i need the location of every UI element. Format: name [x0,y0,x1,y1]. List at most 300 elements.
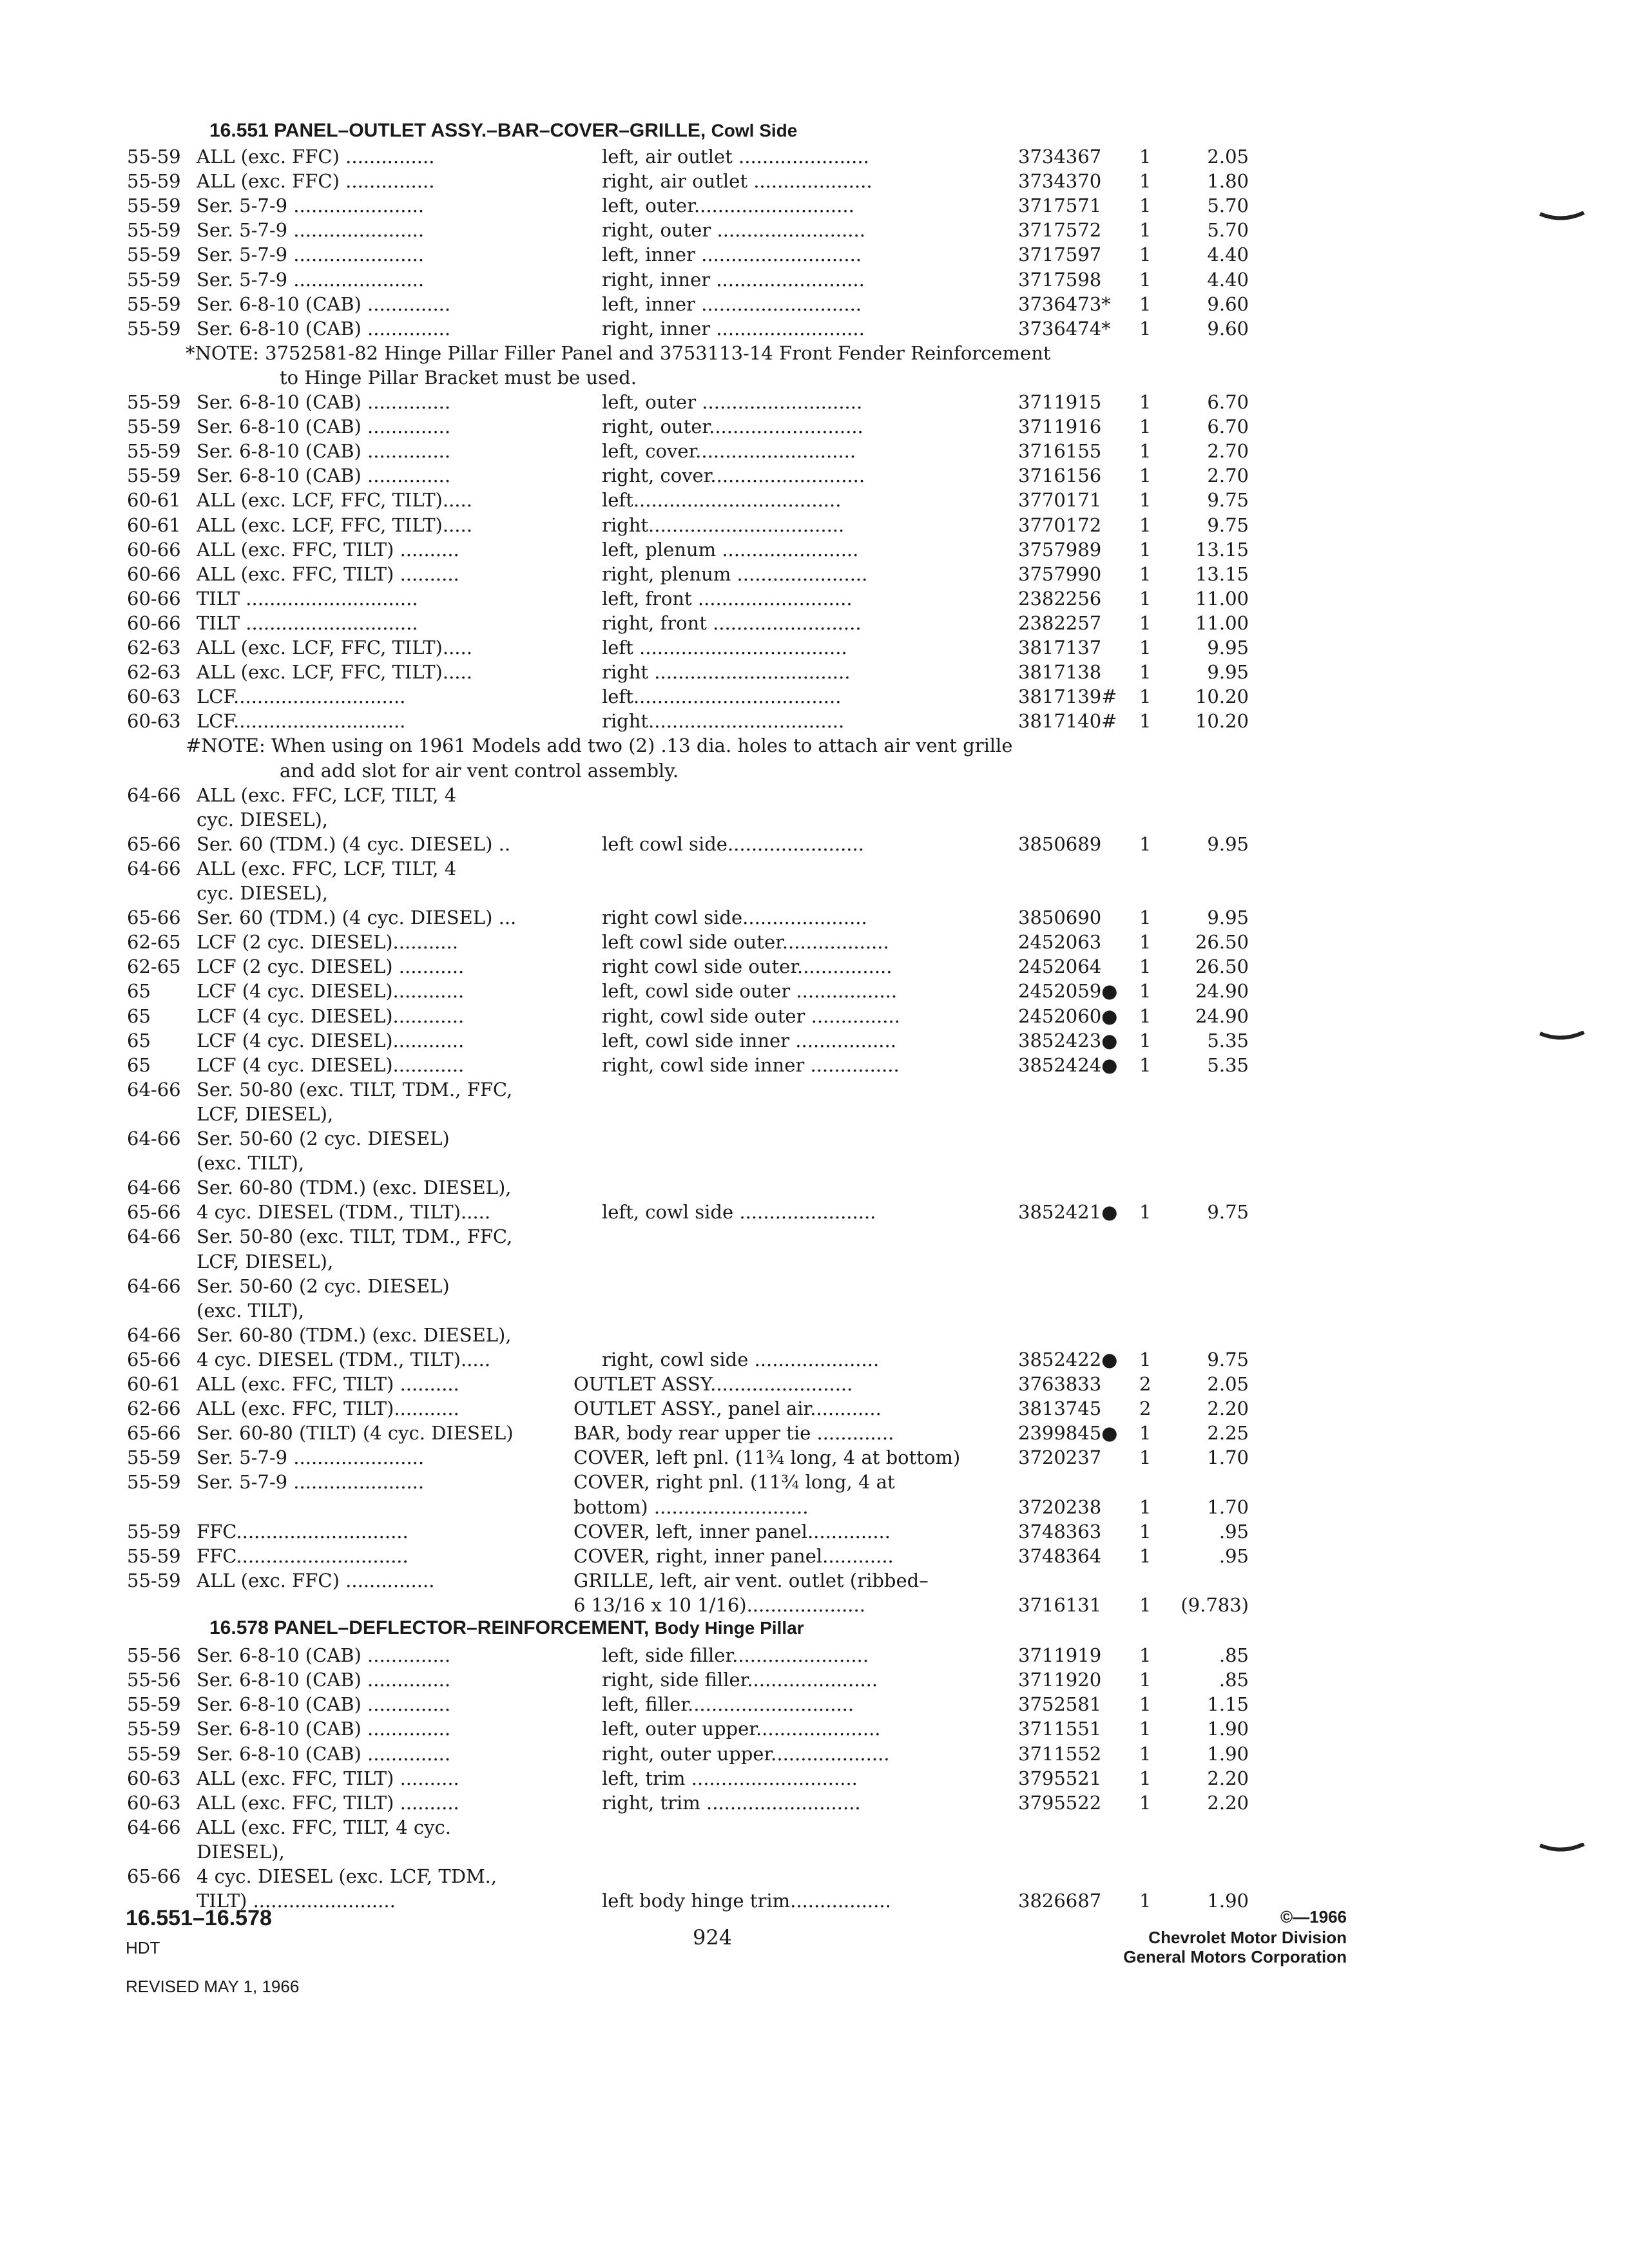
table-row [0,1570,1629,1594]
quantity: 1 [1139,1053,1152,1076]
price: 1.80 [1207,170,1249,193]
application: cyc. DIESEL), [197,808,329,831]
model-year: 65-66 [127,907,181,929]
table-row [0,907,1629,931]
part-number: 2452064 [1018,956,1102,978]
application: cyc. DIESEL), [197,882,329,904]
price: 10.20 [1195,686,1249,708]
quantity: 1 [1139,244,1152,266]
part-description: right, outer.......................... [602,416,863,438]
model-year: 60-66 [127,562,181,585]
table-row [0,1275,1629,1300]
part-number: 2382257 [1018,611,1102,634]
part-number: 3716131 [1018,1593,1102,1616]
note-line: and add slot for air vent control assembly. [280,759,679,782]
table-row [0,1594,1629,1619]
quantity: 2 [1139,1373,1152,1395]
table-row [0,637,1629,661]
model-year: 60-61 [127,1373,181,1395]
model-year: 60-63 [127,1791,181,1814]
application: Ser. 6-8-10 (CAB) .............. [197,293,451,315]
table-row [0,293,1629,318]
table-row [0,1841,1629,1865]
part-number: 2399845● [1018,1422,1118,1445]
application: Ser. 5-7-9 ...................... [197,244,425,266]
table-row [0,956,1629,980]
part-description: left................................... [602,686,842,708]
model-year: 60-66 [127,611,181,634]
part-description: left, inner ........................... [602,293,862,315]
price: 5.70 [1207,195,1249,217]
application: (exc. TILT), [197,1152,305,1175]
application: ALL (exc. FFC) ............... [197,170,435,193]
model-year: 65-66 [127,1865,181,1887]
application: Ser. 6-8-10 (CAB) .............. [197,1718,451,1740]
model-year: 55-59 [127,268,181,291]
price: 24.90 [1195,980,1249,1003]
price: 9.75 [1207,1201,1249,1224]
table-row [0,1644,1629,1669]
table-row [0,465,1629,489]
table-row [0,1079,1629,1103]
footer-division: Chevrolet Motor Division [1148,1928,1347,1947]
table-row [0,1767,1629,1792]
price: 9.95 [1207,832,1249,855]
quantity: 1 [1139,317,1152,340]
price: 6.70 [1207,416,1249,438]
table-row [0,1743,1629,1767]
part-description: COVER, left pnl. (11¾ long, 4 at bottom) [574,1446,961,1469]
quantity: 1 [1139,293,1152,315]
model-year: 65 [127,1053,151,1076]
part-description: left, cowl side inner ................. [602,1029,896,1052]
footer-copyright: ©—1966 [1280,1907,1347,1927]
price: 4.40 [1207,268,1249,291]
table-row [0,1177,1629,1201]
application: Ser. 5-7-9 ...................... [197,219,425,242]
price: 9.75 [1207,514,1249,536]
price: 9.60 [1207,293,1249,315]
model-year: 60-61 [127,489,181,512]
page-number: 924 [693,1925,733,1950]
table-row [0,1669,1629,1693]
part-description: left, front .......................... [602,587,853,610]
application: Ser. 5-7-9 ...................... [197,1471,425,1494]
section-number: 16.578 [209,1617,269,1639]
part-number: 3757989 [1018,538,1102,561]
table-row [0,1349,1629,1373]
quantity: 2 [1139,1398,1152,1420]
table-row [0,416,1629,440]
model-year: 55-59 [127,244,181,266]
model-year: 60-63 [127,710,181,733]
table-row [0,269,1629,293]
quantity: 1 [1139,1446,1152,1469]
part-description: COVER, left, inner panel.............. [574,1520,891,1542]
model-year: 65-66 [127,1422,181,1445]
table-row [0,809,1629,833]
model-year: 62-65 [127,956,181,978]
price: .85 [1219,1669,1249,1691]
part-description: right, trim .......................... [602,1791,861,1814]
model-year: 60-66 [127,538,181,561]
table-row [0,1103,1629,1128]
table-row [0,1300,1629,1324]
price: .95 [1219,1520,1249,1542]
model-year: 65 [127,1004,151,1027]
price: 13.15 [1195,538,1249,561]
model-year: 55-59 [127,1742,181,1765]
table-row [0,146,1629,170]
model-year: 60-63 [127,1767,181,1789]
table-row [0,219,1629,244]
part-description: left, plenum ....................... [602,538,859,561]
model-year: 64-66 [127,857,181,879]
table-row [0,391,1629,416]
part-number: 3717598 [1018,268,1102,291]
application: Ser. 60-80 (TDM.) (exc. DIESEL), [197,1177,512,1199]
part-number: 3748364 [1018,1544,1102,1567]
price: 9.75 [1207,1348,1249,1370]
part-number: 3817137 [1018,637,1102,658]
part-description: right, cowl side inner ............... [602,1053,900,1076]
part-description: left cowl side....................... [602,832,864,855]
application: ALL (exc. FFC, TILT) .......... [197,538,459,561]
application: ALL (exc. LCF, FFC, TILT)..... [197,489,472,512]
quantity: 1 [1139,611,1152,634]
model-year: 55-59 [127,170,181,193]
table-row [0,489,1629,514]
table-row [0,1225,1629,1250]
footer-range: 16.551–16.578 [126,1906,272,1930]
table-row [0,1496,1629,1521]
part-number: 3795522 [1018,1791,1102,1814]
quantity: 1 [1139,1742,1152,1765]
table-row [0,1446,1629,1471]
application: ALL (exc. FFC, TILT) .......... [197,562,459,585]
part-number: 3770171 [1018,489,1102,512]
application: Ser. 6-8-10 (CAB) .............. [197,440,451,463]
model-year: 60-61 [127,514,181,536]
part-number: 3852421● [1018,1201,1118,1224]
price: 1.15 [1207,1693,1249,1716]
part-description: right, outer upper.................... [602,1742,890,1765]
application: ALL (exc. FFC, LCF, TILT, 4 [197,857,457,879]
table-row [0,833,1629,858]
quantity: 1 [1139,1644,1152,1667]
price: .95 [1219,1544,1249,1567]
part-description: right, inner ......................... [602,317,865,340]
table-row [0,1792,1629,1816]
price: 26.50 [1195,931,1249,954]
quantity: 1 [1139,1693,1152,1716]
part-number: 3763833 [1018,1373,1102,1395]
part-description: right, inner ......................... [602,268,865,291]
footer-corporation: General Motors Corporation [1123,1947,1347,1966]
application: LCF, DIESEL), [197,1250,334,1273]
section-heading [209,120,797,142]
part-number: 3813745 [1018,1398,1102,1420]
table-row [0,661,1629,686]
application: LCF (4 cyc. DIESEL)............ [197,1004,465,1027]
model-year: 55-59 [127,293,181,315]
quantity: 1 [1139,907,1152,929]
part-description: left, cover........................... [602,440,856,463]
part-number: 2452059● [1018,980,1118,1003]
price: 9.75 [1207,489,1249,512]
part-description: right cowl side outer................ [602,956,892,978]
quantity: 1 [1139,637,1152,658]
table-row [0,710,1629,735]
table-row [0,1054,1629,1079]
table-row [0,1718,1629,1742]
part-number: 3717597 [1018,244,1102,266]
model-year: 64-66 [127,1177,181,1199]
table-row [0,1152,1629,1177]
table-row [0,858,1629,882]
application: ALL (exc. FFC, LCF, TILT, 4 [197,783,457,806]
part-description: COVER, right pnl. (11¾ long, 4 at [574,1471,895,1494]
application: Ser. 6-8-10 (CAB) .............. [197,1693,451,1716]
table-row [0,1422,1629,1446]
part-number: 3770172 [1018,514,1102,536]
table-row [0,1324,1629,1349]
price: 24.90 [1195,1004,1249,1027]
application: Ser. 6-8-10 (CAB) .............. [197,1644,451,1667]
price: 26.50 [1195,956,1249,978]
model-year: 55-59 [127,195,181,217]
model-year: 62-66 [127,1398,181,1420]
part-description: right, front ......................... [602,611,862,634]
model-year: 65 [127,980,151,1003]
model-year: 55-59 [127,1520,181,1542]
price: 9.60 [1207,317,1249,340]
quantity: 1 [1139,1669,1152,1691]
quantity: 1 [1139,1520,1152,1542]
application: LCF, DIESEL), [197,1102,334,1125]
part-number: 3817138 [1018,661,1102,684]
application: LCF (4 cyc. DIESEL)............ [197,980,465,1003]
part-description: 6 13/16 x 10 1/16).................... [574,1593,865,1616]
part-number: 3711915 [1018,391,1102,413]
table-row [0,563,1629,588]
model-year: 65-66 [127,1348,181,1370]
quantity: 1 [1139,1004,1152,1027]
quantity: 1 [1139,1201,1152,1224]
application: Ser. 6-8-10 (CAB) .............. [197,391,451,413]
part-description: left, outer........................... [602,195,854,217]
model-year: 55-59 [127,416,181,438]
part-description: right................................. [602,710,845,733]
application: Ser. 6-8-10 (CAB) .............. [197,416,451,438]
price: 1.90 [1207,1742,1249,1765]
quantity: 1 [1139,416,1152,438]
part-description: right, plenum ...................... [602,562,868,585]
binder-mark-2 [1539,1031,1585,1043]
part-number: 3711916 [1018,416,1102,438]
table-row [0,1251,1629,1275]
quantity: 1 [1139,1718,1152,1740]
price: 1.70 [1207,1495,1249,1518]
part-description: left................................... [602,489,842,512]
price: 2.05 [1207,1373,1249,1395]
price: 10.20 [1195,710,1249,733]
section-subtitle: Cowl Side [711,120,798,140]
part-number: 3852423● [1018,1029,1118,1052]
quantity: 1 [1139,146,1152,168]
price: 9.95 [1207,661,1249,684]
part-number: 3711551 [1018,1718,1102,1740]
table-row [0,882,1629,907]
table-row [0,1005,1629,1030]
note-line: to Hinge Pillar Bracket must be used. [280,366,637,389]
part-description: left, outer ........................... [602,391,863,413]
quantity: 1 [1139,391,1152,413]
part-description: right, outer ......................... [602,219,865,242]
application: Ser. 6-8-10 (CAB) .............. [197,1742,451,1765]
part-description: left, cowl side outer ................. [602,980,898,1003]
price: 11.00 [1195,587,1249,610]
quantity: 1 [1139,562,1152,585]
part-description: right, air outlet .................... [602,170,872,193]
part-number: 3734367 [1018,146,1102,168]
price: 1.70 [1207,1446,1249,1469]
section-heading [209,1617,804,1639]
part-number: 3720238 [1018,1495,1102,1518]
note-line: #NOTE: When using on 1961 Models add two (2) .13 dia. holes to attach air vent grille [186,735,1013,757]
price: 11.00 [1195,611,1249,634]
part-number: 3736474* [1018,317,1111,340]
part-description: left, trim ............................ [602,1767,858,1789]
application: Ser. 60 (TDM.) (4 cyc. DIESEL) .. [197,832,511,855]
part-number: 3711920 [1018,1669,1102,1691]
price: 2.20 [1207,1767,1249,1789]
application: Ser. 60 (TDM.) (4 cyc. DIESEL) ... [197,907,517,929]
section-subtitle: Body Hinge Pillar [654,1618,804,1638]
quantity: 1 [1139,538,1152,561]
table-row [0,612,1629,637]
application: Ser. 50-80 (exc. TILT, TDM., FFC, [197,1078,513,1100]
price: .85 [1219,1644,1249,1667]
table-row [0,1865,1629,1890]
part-number: 3720237 [1018,1446,1102,1469]
application: Ser. 50-60 (2 cyc. DIESEL) [197,1128,450,1149]
part-description: right, cowl side ..................... [602,1348,880,1370]
part-description: OUTLET ASSY........................ [574,1373,853,1395]
quantity: 1 [1139,268,1152,291]
table-row [0,1373,1629,1398]
application: ALL (exc. LCF, FFC, TILT)..... [197,514,472,536]
quantity: 1 [1139,1791,1152,1814]
quantity: 1 [1139,686,1152,708]
model-year: 55-56 [127,1644,181,1667]
application: Ser. 6-8-10 (CAB) .............. [197,1669,451,1691]
model-year: 55-59 [127,440,181,463]
model-year: 55-59 [127,1446,181,1469]
part-number: 3711919 [1018,1644,1102,1667]
application: Ser. 60-80 (TDM.) (exc. DIESEL), [197,1323,512,1346]
quantity: 1 [1139,195,1152,217]
part-description: left cowl side outer.................. [602,931,889,954]
quantity: 1 [1139,661,1152,684]
table-row [0,244,1629,268]
part-number: 3826687 [1018,1890,1102,1912]
application: LCF (4 cyc. DIESEL)............ [197,1053,465,1076]
part-description: BAR, body rear upper tie ............. [574,1422,894,1445]
model-year: 55-59 [127,391,181,413]
price: 5.35 [1207,1053,1249,1076]
part-number: 3850689 [1018,832,1102,855]
quantity: 1 [1139,1422,1152,1445]
application: Ser. 50-80 (exc. TILT, TDM., FFC, [197,1225,513,1248]
price: 1.90 [1207,1718,1249,1740]
model-year: 60-63 [127,686,181,708]
part-description: right, cowl side outer ............... [602,1004,900,1027]
application: ALL (exc. FFC, TILT) .......... [197,1373,459,1395]
model-year: 64-66 [127,1078,181,1100]
application: 4 cyc. DIESEL (TDM., TILT)..... [197,1201,491,1224]
quantity: 1 [1139,489,1152,512]
price: 4.40 [1207,244,1249,266]
part-description: OUTLET ASSY., panel air............ [574,1398,882,1420]
part-number: 3752581 [1018,1693,1102,1716]
part-number: 3795521 [1018,1767,1102,1789]
application: ALL (exc. LCF, FFC, TILT)..... [197,661,472,684]
part-description: left, cowl side ....................... [602,1201,876,1224]
application: TILT) ........................ [197,1890,396,1912]
model-year: 62-63 [127,637,181,658]
part-description: right, cover.......................... [602,465,865,487]
application: TILT ............................. [197,587,418,610]
model-year: 55-59 [127,1693,181,1716]
part-number: 3734370 [1018,170,1102,193]
part-number: 3716156 [1018,465,1102,487]
model-year: 65-66 [127,1201,181,1224]
model-year: 64-66 [127,1225,181,1248]
part-description: right ................................. [602,661,851,684]
part-description: GRILLE, left, air vent. outlet (ribbed– [574,1569,929,1591]
model-year: 55-59 [127,146,181,168]
part-description: bottom) .......................... [574,1495,809,1518]
table-row [0,931,1629,956]
model-year: 55-59 [127,317,181,340]
model-year: 55-59 [127,1569,181,1591]
part-number: 3817140# [1018,710,1117,733]
footer-revised: REVISED MAY 1, 1966 [126,1977,300,1996]
application: 4 cyc. DIESEL (exc. LCF, TDM., [197,1865,497,1887]
table-row [0,1471,1629,1495]
application: TILT ............................. [197,611,418,634]
note-line: *NOTE: 3752581-82 Hinge Pillar Filler Panel and 3753113-14 Front Fender Reinforcement [186,341,1051,364]
footer-model: HDT [126,1938,160,1957]
application: LCF (4 cyc. DIESEL)............ [197,1029,465,1052]
part-description: left body hinge trim................. [602,1890,891,1912]
price: 2.20 [1207,1791,1249,1814]
part-number: 3852424● [1018,1053,1118,1076]
application: LCF (2 cyc. DIESEL) ........... [197,956,465,978]
table-row [0,1128,1629,1152]
table-row [0,170,1629,195]
application: (exc. TILT), [197,1299,305,1321]
quantity: 1 [1139,1495,1152,1518]
application: ALL (exc. FFC, TILT, 4 cyc. [197,1816,451,1838]
part-description: right cowl side..................... [602,907,867,929]
model-year: 64-66 [127,1128,181,1149]
table-row [0,195,1629,219]
application: DIESEL), [197,1840,285,1863]
model-year: 65 [127,1029,151,1052]
part-number: 2382256 [1018,587,1102,610]
